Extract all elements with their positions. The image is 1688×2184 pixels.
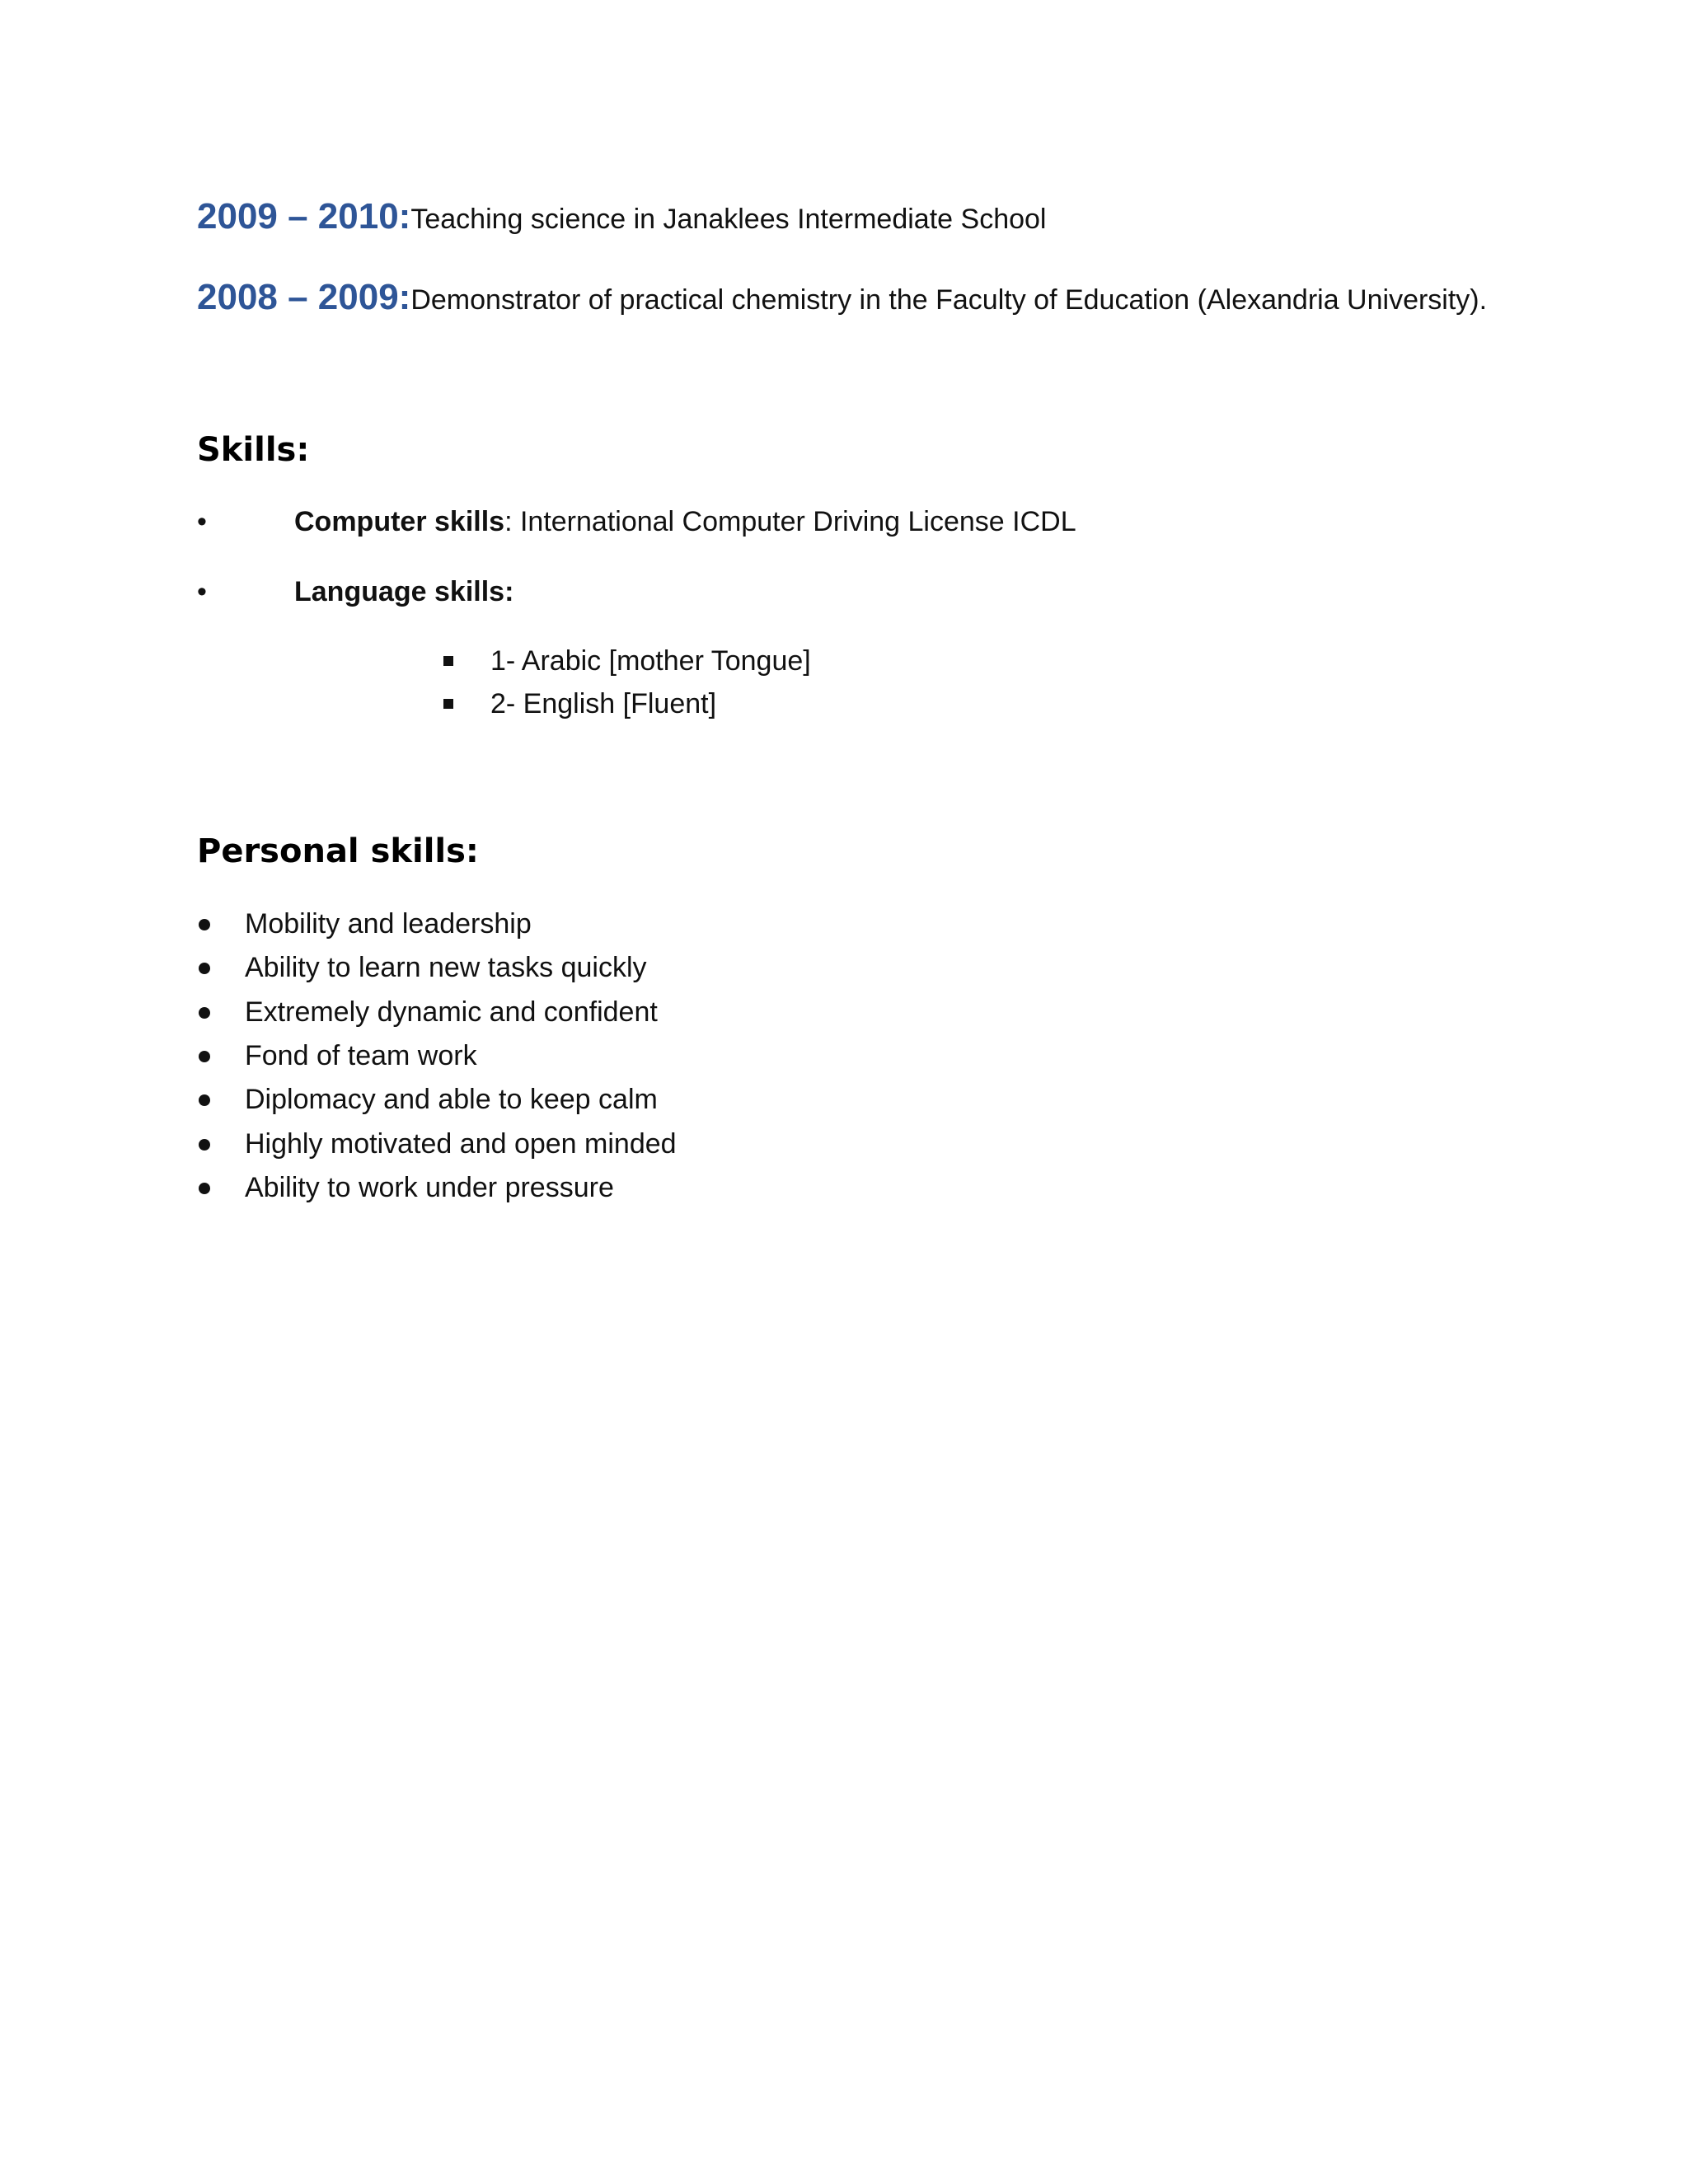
experience-years: 2009 – 2010: bbox=[197, 196, 411, 237]
personal-skill-item: Fond of team work bbox=[245, 1040, 477, 1071]
skills-heading: Skills: bbox=[197, 431, 310, 469]
bullet-icon: • bbox=[197, 576, 207, 607]
personal-skills-heading: Personal skills: bbox=[197, 832, 479, 870]
language-item: 1- Arabic [mother Tongue] bbox=[490, 645, 811, 677]
bullet-icon bbox=[199, 963, 210, 974]
computer-skills-label: Computer skills bbox=[294, 506, 505, 537]
experience-entry bbox=[197, 196, 1046, 237]
personal-skill-item: Diplomacy and able to keep calm bbox=[245, 1084, 658, 1115]
bullet-icon bbox=[199, 1007, 210, 1019]
bullet-icon bbox=[199, 1139, 210, 1151]
computer-skills-item bbox=[294, 506, 1076, 538]
personal-skill-item: Ability to learn new tasks quickly bbox=[245, 952, 647, 983]
language-skills-item bbox=[294, 576, 513, 608]
experience-description: Demonstrator of practical chemistry in the Faculty of Education (Alexandria University). bbox=[410, 284, 1488, 316]
personal-skill-item: Highly motivated and open minded bbox=[245, 1128, 677, 1160]
computer-skills-value: : International Computer Driving License ICDL bbox=[504, 506, 1076, 537]
language-skills-label: Language skills: bbox=[294, 576, 514, 607]
experience-entry bbox=[197, 277, 1487, 318]
bullet-icon: • bbox=[197, 506, 207, 537]
personal-skill-item: Extremely dynamic and confident bbox=[245, 996, 658, 1028]
personal-skill-item: Mobility and leadership bbox=[245, 908, 532, 940]
square-bullet-icon bbox=[443, 656, 453, 666]
experience-description: Teaching science in Janaklees Intermediate School bbox=[410, 204, 1047, 235]
language-item: 2- English [Fluent] bbox=[490, 688, 717, 719]
personal-skill-item: Ability to work under pressure bbox=[245, 1172, 614, 1203]
bullet-icon bbox=[199, 919, 210, 930]
experience-years: 2008 – 2009: bbox=[197, 277, 411, 317]
bullet-icon bbox=[199, 1183, 210, 1194]
square-bullet-icon bbox=[443, 699, 453, 709]
bullet-icon bbox=[199, 1051, 210, 1062]
bullet-icon bbox=[199, 1094, 210, 1106]
